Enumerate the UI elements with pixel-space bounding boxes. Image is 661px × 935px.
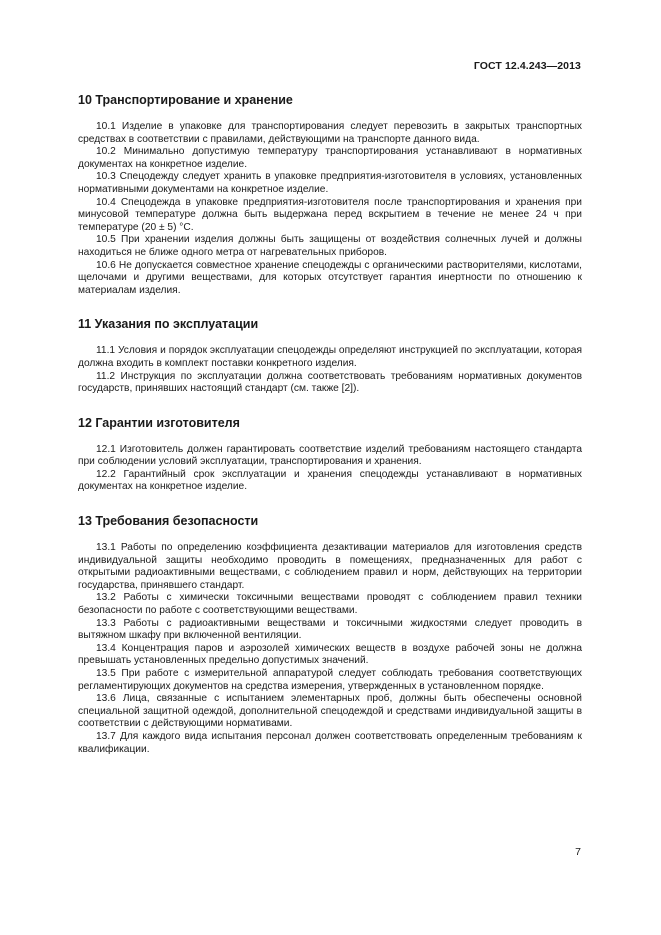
section-safety (78, 513, 582, 756)
paragraph: 13.3 Работы с радиоактивными веществами и токсичными жидкостями следует проводить в вытяжном шкафу при включенной вентиляции. (78, 617, 582, 642)
page-number: 7 (575, 846, 581, 858)
paragraph: 13.1 Работы по определению коэффициента дезактивации материалов для изготовления средств индивидуальной защиты необходимо проводить в помещениях, предназначенных для работ с открытыми радиоактивными веществами, с соблюдением правил и норм, действующих на территории государства, принявшего стандарт. (78, 542, 582, 591)
section-operation (78, 316, 582, 395)
paragraph: 13.6 Лица, связанные с испытанием элементарных проб, должны быть обеспечены основной специальной защитной одеждой, дополнительной спецодеждой и средствами индивидуальной защиты в соответствии с действующими нормативами. (78, 693, 582, 730)
paragraph: 10.4 Спецодежда в упаковке предприятия-изготовителя после транспортирования и хранения при минусовой температуре должна быть выдержана перед вскрытием в течение не менее 24 ч при температуре (20 ± 5) °С. (78, 196, 582, 233)
section-transport-storage (78, 92, 582, 297)
paragraph: 11.2 Инструкция по эксплуатации должна соответствовать требованиям нормативных документов государств, принявших настоящий стандарт (см. также [2]). (78, 370, 582, 395)
paragraph: 13.7 Для каждого вида испытания персонал должен соответствовать определенным требованиям к квалификации. (78, 730, 582, 755)
paragraph: 11.1 Условия и порядок эксплуатации спецодежды определяют инструкцией по эксплуатации, которая должна входить в комплект поставки конкретного изделия. (78, 345, 582, 369)
paragraph: 10.1 Изделие в упаковке для транспортирования следует перевозить в закрытых транспортных средствах в соответствии с правилами, действующими на транспорте данного вида. (78, 121, 582, 145)
paragraph: 13.5 При работе с измерительной аппаратурой следует соблюдать требования соответствующих регламентирующих документов на средства измерения, утвержденных в установленном порядке. (78, 668, 582, 692)
section-title: 10 Транспортирование и хранение (78, 93, 293, 107)
paragraph: 10.6 Не допускается совместное хранение спецодежды с органическими растворителями, кислотами, щелочами и другими веществами, для которых отсутствует гарантия инертности по отношению к материалам изделия. (78, 259, 582, 296)
paragraph: 10.2 Минимально допустимую температуру транспортирования устанавливают в нормативных документах на конкретное изделие. (78, 146, 582, 170)
paragraph: 10.5 При хранении изделия должны быть защищены от воздействия солнечных лучей и должны находиться не ближе одного метра от нагревательных приборов. (78, 234, 582, 258)
section-title: 12 Гарантии изготовителя (78, 415, 240, 430)
section-warranty (78, 415, 582, 494)
paragraph: 13.2 Работы с химически токсичными веществами проводят с соблюдением правил техники безопасности по работе с соответствующими веществами. (78, 592, 582, 617)
paragraph: 10.3 Спецодежду следует хранить в упаковке предприятия-изготовителя в условиях, установленных нормативными документами на конкретное изделие. (78, 171, 582, 195)
paragraph: 12.1 Изготовитель должен гарантировать соответствие изделий требованиям настоящего стандарта при соблюдении условий эксплуатации, транспортирования и хранения. (78, 443, 582, 468)
section-title: 13 Требования безопасности (78, 514, 259, 529)
document-code: ГОСТ 12.4.243—2013 (473, 60, 581, 72)
section-title: 11 Указания по эксплуатации (78, 317, 259, 332)
paragraph: 12.2 Гарантийный срок эксплуатации и хранения спецодежды устанавливают в нормативных документах на конкретное изделие. (78, 468, 582, 493)
document-body (78, 92, 582, 775)
paragraph: 13.4 Концентрация паров и аэрозолей химических веществ в воздухе рабочей зоны не должна превышать установленных предельно допустимых значений. (78, 642, 582, 667)
